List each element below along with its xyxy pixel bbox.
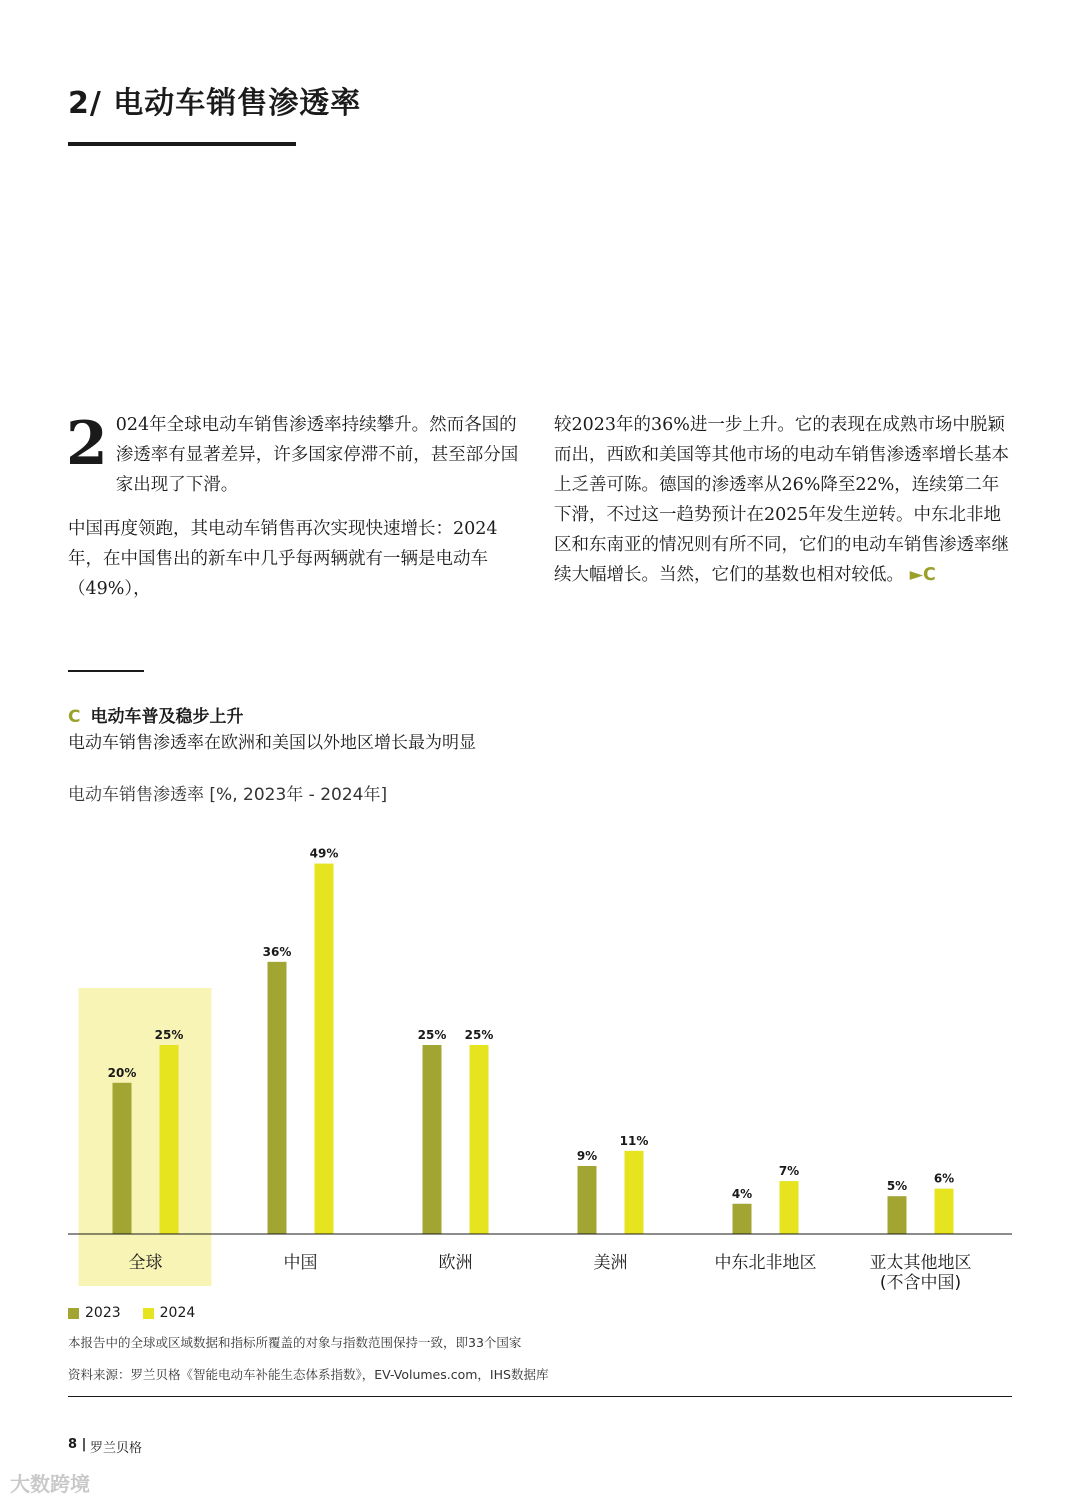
legend-item-2024: [143, 1305, 196, 1321]
body-column-right: [554, 410, 1012, 604]
paragraph-intro: [68, 410, 526, 500]
bar-2023-3: [578, 1166, 597, 1234]
legend-label-2023: 2023: [85, 1305, 121, 1321]
bar-value-label: 7%: [778, 1164, 800, 1179]
category-label: (不含中国): [879, 1273, 962, 1293]
chart-subtitle: 电动车销售渗透率在欧洲和美国以外地区增长最为明显: [68, 733, 476, 753]
bar-2023-0: [113, 1083, 132, 1234]
category-label: 全球: [128, 1253, 163, 1273]
chart-metric-label: 电动车销售渗透率 [%, 2023年 - 2024年]: [68, 785, 388, 805]
bar-2023-4: [733, 1204, 752, 1234]
category-label: 中东北非地区: [714, 1253, 817, 1273]
bar-2024-1: [315, 864, 334, 1234]
bar-value-label: 36%: [262, 944, 292, 959]
category-label: 美洲: [593, 1253, 628, 1273]
category-label: 亚太其他地区: [869, 1253, 972, 1273]
chart-note: 本报告中的全球或区域数据和指标所覆盖的对象与指数范围保持一致，即33个国家: [68, 1335, 522, 1350]
watermark-logo: 大数跨境: [10, 1472, 90, 1496]
legend-label-2024: 2024: [159, 1305, 196, 1321]
category-label: 中国: [283, 1253, 318, 1273]
paragraph-intro-text: 024年全球电动车销售渗透率持续攀升。然而各国的渗透率有显著差异，许多国家停滞不前，甚至部分国家出现了下滑。: [115, 415, 519, 495]
chart-letter: C: [68, 707, 81, 727]
body-column-left: [68, 410, 526, 618]
bar-2024-2: [470, 1045, 489, 1234]
bar-2024-4: [780, 1181, 799, 1234]
chart-reference-marker[interactable]: ►C: [909, 565, 936, 585]
legend-swatch-2023: [68, 1308, 79, 1319]
bar-value-label: 25%: [464, 1028, 494, 1042]
footer-brand: 罗兰贝格: [90, 1441, 143, 1456]
bar-2023-2: [423, 1045, 442, 1234]
chart-legend: [68, 1305, 195, 1321]
bar-value-label: 25%: [417, 1028, 447, 1042]
bar-2024-0: [160, 1045, 179, 1234]
bar-value-label: 5%: [886, 1179, 908, 1194]
page-number: 8 |: [68, 1437, 87, 1452]
legend-item-2023: [68, 1305, 121, 1321]
paragraph-continuation-text: 较2023年的36%进一步上升。它的表现在成熟市场中脱颖而出，西欧和美国等其他市场的电动车销售渗透率增长基本上乏善可陈。德国的渗透率从26%降至22%，连续第二年下滑，不过这一趋势预计在2025年发生逆转。中东北非地区和东南亚的情况则有所不同，它们的电动车销售渗透率继续大幅增长。当然，它们的基数也相对较低。: [554, 415, 1009, 585]
category-label: 欧洲: [438, 1253, 473, 1273]
bar-value-label: 25%: [154, 1028, 184, 1042]
bar-2023-5: [888, 1196, 907, 1234]
title-rule: [68, 142, 296, 146]
chart-title: [68, 702, 243, 727]
bar-value-label: 11%: [619, 1133, 649, 1148]
highlight-band: [79, 988, 212, 1286]
bar-value-label: 9%: [576, 1148, 598, 1163]
bar-2024-3: [625, 1151, 644, 1234]
bar-chart: [0, 820, 1080, 1300]
bar-value-label: 4%: [731, 1186, 753, 1201]
paragraph-china: 中国再度领跑，其电动车销售再次实现快速增长：2024年，在中国售出的新车中几乎每两辆就有一辆是电动车（49%），: [68, 519, 498, 599]
dropcap: 2: [66, 409, 108, 479]
legend-swatch-2024: [143, 1308, 154, 1319]
section-title: 2/ 电动车销售渗透率: [68, 86, 362, 121]
paragraph-continuation: [554, 410, 1012, 590]
bar-value-label: 49%: [309, 846, 339, 861]
bar-value-label: 20%: [107, 1065, 137, 1080]
chart-title-text: 电动车普及稳步上升: [90, 707, 244, 727]
bar-2023-1: [268, 962, 287, 1234]
footer-rule: [68, 1396, 1012, 1397]
bar-value-label: 6%: [933, 1171, 955, 1186]
chart-source: 资料来源：罗兰贝格《智能电动车补能生态体系指数》，EV-Volumes.com，IHS数据库: [68, 1367, 549, 1382]
chart-rule: [68, 670, 144, 672]
bar-2024-5: [935, 1189, 954, 1234]
